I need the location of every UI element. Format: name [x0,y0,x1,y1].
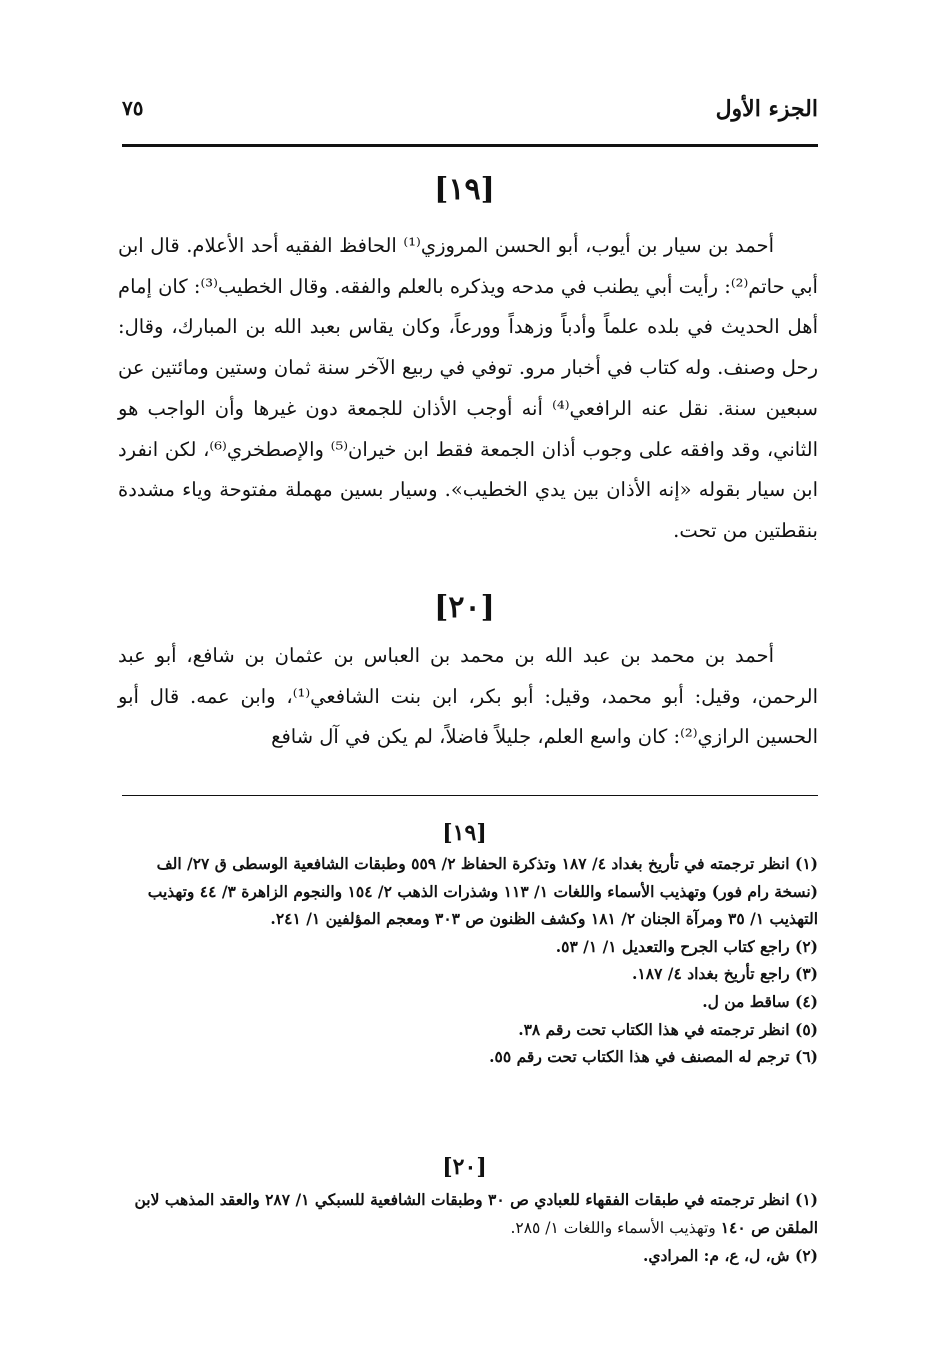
entry-19-text [118,226,818,552]
header-rule [122,144,818,147]
footnote-19-6: (٦) ترجم له المصنف في هذا الكتاب تحت رقم ٥٥. [489,1047,818,1067]
entry-number-20: [٢٠] [434,590,495,625]
footnote-19-3: (٣) راجع تأريخ بغداد ٤/ ١٨٧. [632,964,818,984]
footnotes-section-20 [118,1186,818,1270]
footnote-section-20-number: [٢٠] [442,1154,487,1180]
footnote-20-1-tail: وتهذيب الأسماء واللغات ١/ ٢٨٥. [510,1218,721,1237]
footnote-19-5: (٥) انظر ترجمته في هذا الكتاب تحت رقم ٣٨. [518,1019,818,1039]
footnote-19-2: (٢) راجع كتاب الجرح والتعديل ١/ ١/ ٥٣. [555,936,818,956]
page-header [122,88,818,128]
footnote-20-1-main: (١) انظر ترجمته في طبقات الفقهاء للعبادي ص ٣٠ وطبقات الشافعية للسبكي ١/ ٢٨٧ والعقد المذهب لابن الملقن ص ١٤٠ [134,1190,818,1237]
page-number: ٧٥ [122,96,144,120]
footnote-section-19-number: [١٩] [442,820,487,846]
footnote-20-2: (٢) ش، ل، ع، م: المرادي. [642,1246,818,1266]
running-title: الجزء الأول [715,96,818,122]
footnote-19-1: (١) انظر ترجمته في تأريخ بغداد ٤/ ١٨٧ وتذكرة الحفاظ ٢/ ٥٥٩ وطبقات الشافعية الوسطى ق ٢٧/ الف (نسخة رام فور) وتهذيب الأسماء واللغات ١/ ١١٣ وشذرات الذهب ٢/ ١٥٤ والنجوم الزاهرة ٣/ ٤٤ وتهذيب التهذيب ١/ ٣٥ ومرآة الجنان ٢/ ١٨١ وكشف الظنون ص ٣٠٣ ومعجم المؤلفين ١/ ٢٤١. [147,854,818,929]
footnotes-section-19 [118,850,818,1071]
entry-20-paragraph: أحمد بن محمد بن عبد الله بن محمد بن العباس بن عثمان بن شافع، أبو عبد الرحمن، وقيل: أبو محمد، وقيل: أبو بكر، ابن بنت الشافعي⁽¹⁾، وابن عمه. قال أبو الحسين الرازي⁽²⁾: كان واسع العلم، جليلاً فاضلاً، لم يكن في آل شافع [118,644,818,749]
footnote-rule [122,795,818,796]
entry-19-paragraph: أحمد بن سيار بن أيوب، أبو الحسن المروزي⁽¹⁾ الحافظ الفقيه أحد الأعلام. قال ابن أبي حاتم⁽²⁾: رأيت أبي يطنب في مدحه ويذكره بالعلم والفقه. وقال الخطيب⁽³⁾: كان إمام أهل الحديث في بلده علماً وأدباً وزهداً وورعاً، وكان يقاس بعبد الله بن المبارك، وقال: رحل وصنف. وله كتاب في أخبار مرو. توفي في ربيع الآخر سنة ثمان وستين ومائتين عن سبعين سنة. نقل عنه الرافعي⁽⁴⁾ أنه أوجب الأذان للجمعة دون غيرها وأن الواجب هو الثاني، وقد وافقه على وجوب أذان الجمعة فقط ابن خيران⁽⁵⁾ والإصطخري⁽⁶⁾، لكن انفرد ابن سيار بقوله «إنه الأذان بين يدي الخطيب». وسيار بسين مهملة مفتوحة وياء مشددة بنقطتين من تحت. [118,234,818,542]
footnote-20-1 [118,1186,818,1242]
entry-20-text [118,636,818,758]
footnote-19-4: (٤) ساقط من ل. [702,991,818,1011]
entry-number-19: [١٩] [434,172,495,207]
